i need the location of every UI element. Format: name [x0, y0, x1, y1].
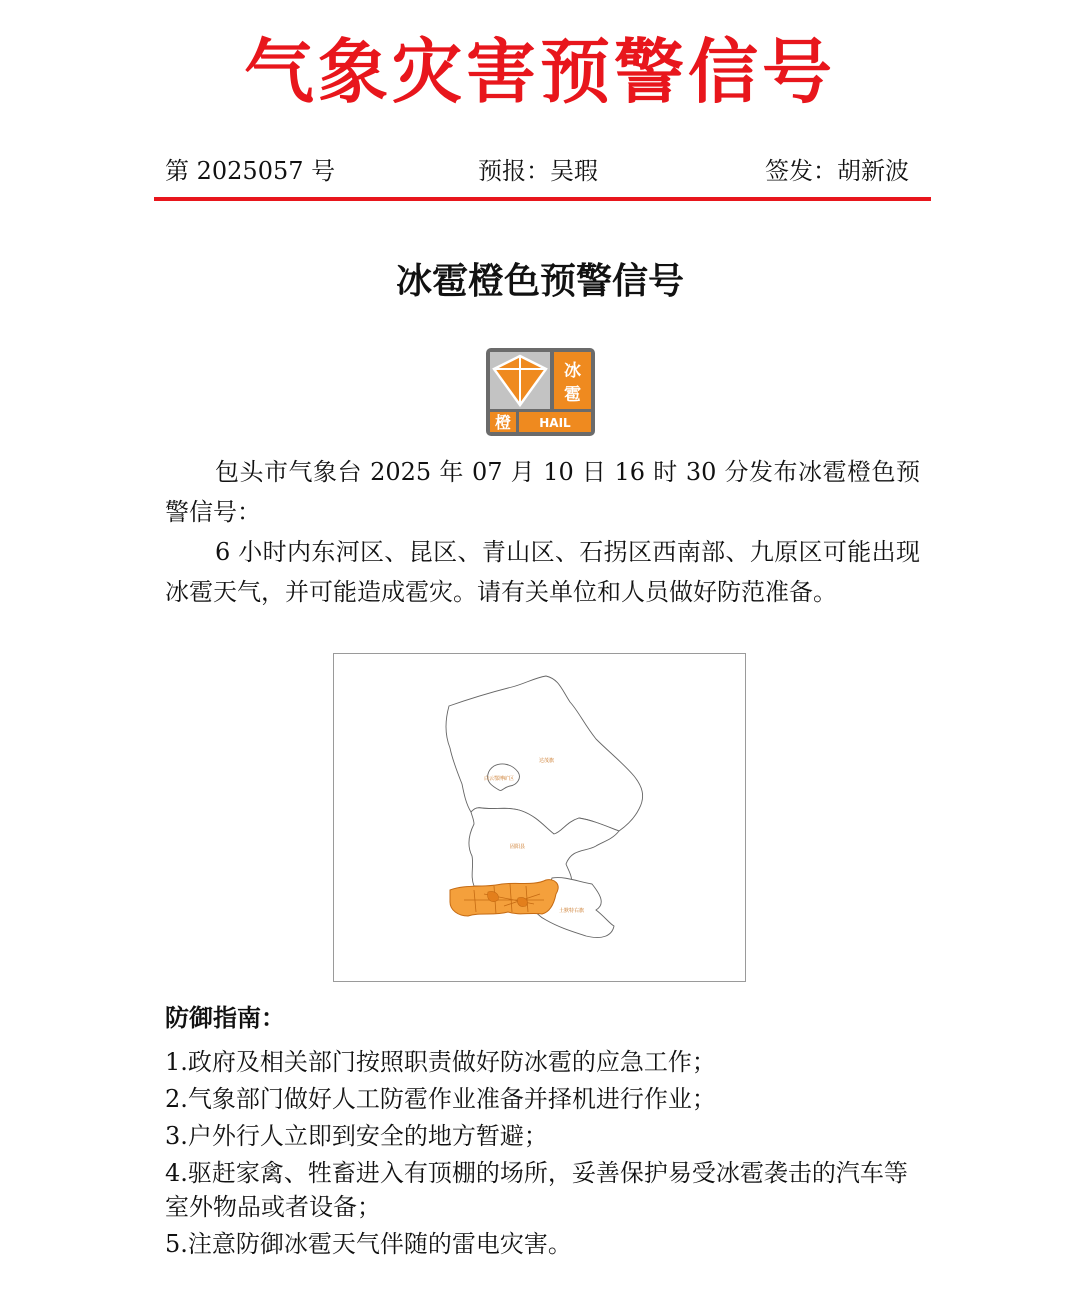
map-label-bayan-obo: 白云鄂博矿区	[484, 776, 515, 782]
issuer: 签发：胡新波	[765, 157, 909, 185]
forecaster: 预报：吴瑕	[478, 157, 598, 185]
issue-number: 第 2025057 号	[165, 157, 336, 185]
badge-english-label: HAIL	[539, 416, 571, 430]
guide-item: 2.气象部门做好人工防雹作业准备并择机进行作业；	[165, 1085, 716, 1113]
map-label-tumed-right: 土默特右旗	[559, 908, 585, 914]
defense-guide-title: 防御指南：	[165, 1004, 285, 1032]
red-divider	[154, 197, 931, 201]
hail-orange-warning-icon	[485, 347, 596, 437]
baotou-region-map	[334, 654, 745, 981]
map-label-darhan: 达茂旗	[539, 758, 555, 764]
defense-guide-list	[165, 1045, 920, 1264]
masthead-title: 气象灾害预警信号	[244, 30, 836, 113]
badge-level-char: 橙	[494, 413, 512, 432]
document-title: 冰雹橙色预警信号	[395, 261, 684, 302]
warning-area-map	[333, 653, 746, 982]
warning-detail-paragraph: 6 小时内东河区、昆区、青山区、石拐区西南部、九原区可能出现冰雹天气，并可能造成雹灾。请有关单位和人员做好防范准备。	[165, 538, 920, 606]
badge-char-2: 雹	[564, 385, 581, 405]
announcement-paragraph: 包头市气象台 2025 年 07 月 10 日 16 时 30 分发布冰雹橙色预警信号：	[165, 458, 920, 526]
map-label-guyang: 固阳县	[510, 844, 526, 850]
guide-item: 1.政府及相关部门按照职责做好防冰雹的应急工作；	[165, 1048, 716, 1076]
guide-item: 5.注意防御冰雹天气伴随的雷电灾害。	[165, 1230, 572, 1258]
badge-char-1: 冰	[564, 361, 581, 381]
guide-item: 3.户外行人立即到安全的地方暂避；	[165, 1122, 548, 1150]
guide-item: 4.驱赶家禽、牲畜进入有顶棚的场所，妥善保护易受冰雹袭击的汽车等室外物品或者设备；	[165, 1159, 908, 1221]
